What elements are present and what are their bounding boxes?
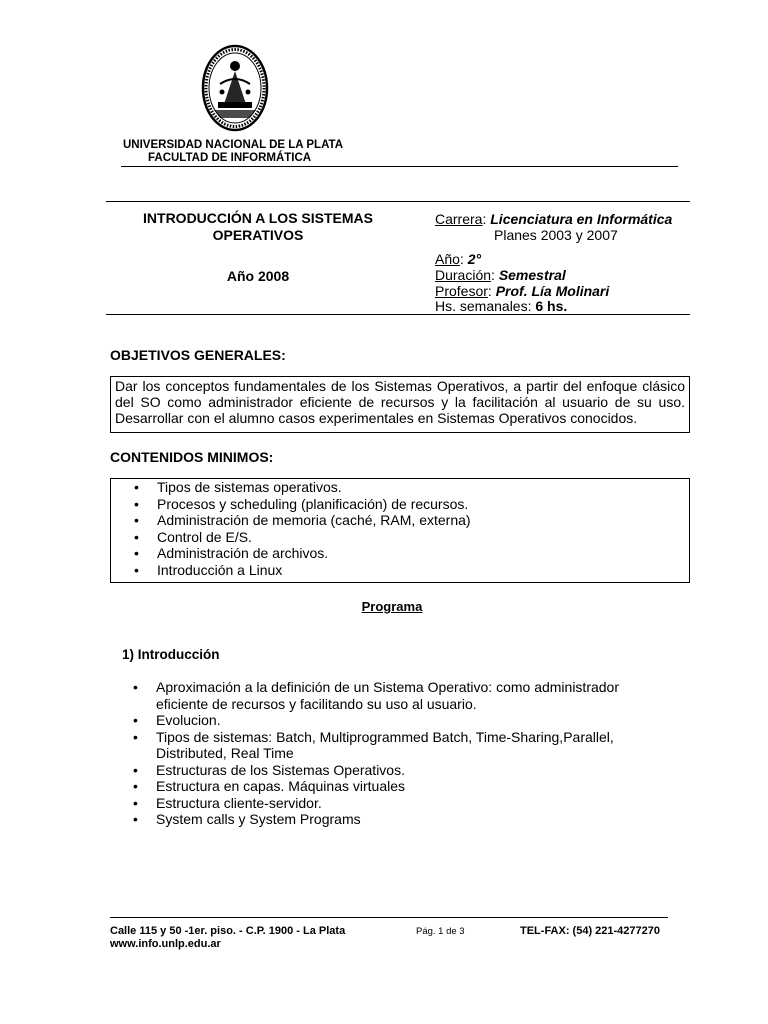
introduccion-list bbox=[130, 679, 650, 828]
carrera-value: Licenciatura en Informática bbox=[490, 211, 673, 227]
bullet: • bbox=[133, 778, 138, 794]
contenidos-box bbox=[110, 478, 690, 583]
list-item-text: Estructuras de los Sistemas Operativos. bbox=[156, 761, 405, 778]
list-item-text: Tipos de sistemas operativos. bbox=[157, 479, 342, 495]
programa-title: Programa bbox=[361, 599, 423, 614]
header-divider bbox=[121, 166, 678, 167]
list-item-text: Administración de memoria (caché, RAM, externa) bbox=[157, 512, 471, 528]
list-item bbox=[130, 729, 650, 762]
bullet: • bbox=[133, 794, 138, 811]
course-year: Año 2008 bbox=[226, 268, 290, 284]
list-item bbox=[130, 679, 650, 712]
list-item-text: Procesos y scheduling (planificación) de recursos. bbox=[157, 495, 469, 512]
bullet: • bbox=[133, 811, 138, 827]
hs-row bbox=[435, 298, 567, 314]
course-table-bottom-border bbox=[106, 314, 690, 315]
faculty-name: FACULTAD DE INFORMÁTICA bbox=[148, 152, 312, 164]
list-item-text: Control de E/S. bbox=[157, 528, 252, 545]
list-item bbox=[131, 545, 689, 562]
bullet: • bbox=[134, 512, 139, 528]
profesor-row: Profesor: Prof. Lía Molinari bbox=[435, 283, 610, 299]
carrera-row: Carrera: Licenciatura en Informática bbox=[435, 211, 673, 227]
introduccion-list-container bbox=[130, 679, 650, 828]
footer-divider bbox=[110, 917, 668, 918]
anio-label: Año bbox=[435, 251, 460, 267]
list-item bbox=[130, 712, 650, 729]
course-title-line2: OPERATIVOS bbox=[212, 227, 304, 243]
list-item-text: Aproximación a la definición de un Sistema Operativo: como administrador eficiente de recursos y facilitando su uso al usuario. bbox=[156, 679, 620, 712]
anio-row: Año: 2° bbox=[435, 251, 482, 267]
list-item bbox=[131, 512, 689, 529]
list-item bbox=[130, 795, 650, 812]
section-heading-introduccion: 1) Introducción bbox=[122, 647, 220, 662]
bullet: • bbox=[134, 545, 139, 561]
anio-value: 2° bbox=[467, 251, 482, 267]
university-name: UNIVERSIDAD NACIONAL DE LA PLATA bbox=[123, 139, 343, 151]
list-item bbox=[131, 562, 689, 579]
university-seal-logo bbox=[200, 44, 270, 138]
bullet: • bbox=[134, 528, 139, 545]
course-table-top-border bbox=[106, 201, 690, 202]
list-item bbox=[131, 479, 689, 496]
list-item bbox=[131, 496, 689, 513]
bullet: • bbox=[133, 712, 138, 728]
list-item-text: System calls y System Programs bbox=[156, 811, 361, 827]
list-item-text: Evolucion. bbox=[156, 712, 221, 728]
list-item bbox=[130, 811, 650, 828]
duracion-row: Duración: Semestral bbox=[435, 267, 566, 283]
bullet: • bbox=[134, 495, 139, 512]
footer-website-link[interactable]: www.info.unlp.edu.ar bbox=[110, 938, 221, 950]
list-item-text: Administración de archivos. bbox=[157, 545, 329, 561]
list-item bbox=[130, 762, 650, 779]
bullet: • bbox=[133, 679, 138, 695]
bullet: • bbox=[134, 479, 139, 495]
duracion-label: Duración bbox=[435, 267, 492, 283]
hs-value: 6 hs. bbox=[535, 298, 568, 314]
list-item-text: Tipos de sistemas: Batch, Multiprogrammed Batch, Time-Sharing,Parallel, Distributed, Real Time bbox=[156, 728, 614, 761]
course-title bbox=[120, 210, 396, 244]
course-title-line1: INTRODUCCIÓN A LOS SISTEMAS bbox=[143, 210, 373, 226]
page-number: Pág. 1 de 3 bbox=[416, 926, 465, 937]
profesor-label: Profesor bbox=[435, 283, 488, 299]
list-item bbox=[131, 529, 689, 546]
list-item-text: Introducción a Linux bbox=[157, 561, 283, 578]
profesor-value: Prof. Lía Molinari bbox=[495, 283, 610, 299]
bullet: • bbox=[133, 761, 138, 778]
footer-address: Calle 115 y 50 -1er. piso. - C.P. 1900 - La Plata bbox=[110, 925, 346, 937]
bullet: • bbox=[134, 561, 139, 578]
carrera-label: Carrera bbox=[435, 211, 483, 227]
bullet: • bbox=[133, 728, 138, 745]
footer-telephone: TEL-FAX: (54) 221-4277270 bbox=[520, 925, 661, 937]
planes: Planes 2003 y 2007 bbox=[494, 227, 618, 243]
contenidos-heading: CONTENIDOS MINIMOS: bbox=[110, 449, 274, 465]
duracion-value: Semestral bbox=[498, 267, 566, 283]
contenidos-list bbox=[131, 479, 689, 578]
objetivos-heading: OBJETIVOS GENERALES: bbox=[110, 347, 286, 363]
list-item-text: Estructura cliente-servidor. bbox=[156, 794, 322, 811]
list-item bbox=[130, 778, 650, 795]
hs-label: Hs. semanales: bbox=[435, 298, 532, 314]
objetivos-box: Dar los conceptos fundamentales de los Sistemas Operativos, a partir del enfoque clásico del SO como administrador eficiente de recursos y la facilitación al usuario de su uso. Desarrollar con el alumno casos experimentales en Sistemas Operativos conocidos. bbox=[110, 376, 690, 433]
list-item-text: Estructura en capas. Máquinas virtuales bbox=[156, 778, 406, 794]
